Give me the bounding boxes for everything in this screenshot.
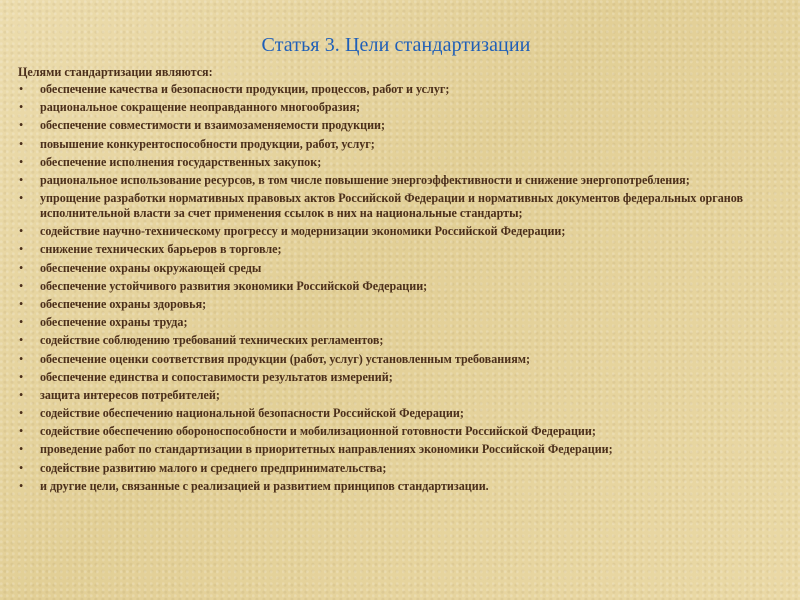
goal-item: • проведение работ по стандартизации в приоритетных направлениях экономики Российской Федерации; [18, 442, 774, 457]
goal-item: • обеспечение устойчивого развития экономики Российской Федерации; [18, 279, 774, 294]
goal-item: • обеспечение охраны труда; [18, 315, 774, 330]
goal-item: • содействие соблюдению требований технических регламентов; [18, 333, 774, 348]
goal-item: • обеспечение исполнения государственных закупок; [18, 155, 774, 170]
goal-item: • обеспечение единства и сопоставимости результатов измерений; [18, 370, 774, 385]
goal-item: • содействие развитию малого и среднего предпринимательства; [18, 461, 774, 476]
goal-item: • снижение технических барьеров в торговле; [18, 242, 774, 257]
goal-item: • обеспечение качества и безопасности продукции, процессов, работ и услуг; [18, 82, 774, 97]
goals-list [18, 82, 774, 494]
goal-item: • рациональное использование ресурсов, в том числе повышение энергоэффективности и снижение энергопотребления; [18, 173, 774, 188]
goal-item: • обеспечение охраны окружающей среды [18, 261, 774, 276]
slide-title: Статья 3. Цели стандартизации [261, 34, 531, 56]
goal-item: • защита интересов потребителей; [18, 388, 774, 403]
goal-item: • рациональное сокращение неоправданного многообразия; [18, 100, 774, 115]
goal-item: • и другие цели, связанные с реализацией и развитием принципов стандартизации. [18, 479, 774, 494]
goal-item: • содействие обеспечению обороноспособности и мобилизационной готовности Российской Федерации; [18, 424, 774, 439]
goal-item: • упрощение разработки нормативных правовых актов Российской Федерации и нормативных документов федеральных органов исполнительной власти за счет применения ссылок в них на национальные стандарты; [18, 191, 774, 221]
goal-item: • обеспечение оценки соответствия продукции (работ, услуг) установленным требованиям; [18, 352, 774, 367]
goal-item: • обеспечение совместимости и взаимозаменяемости продукции; [18, 118, 774, 133]
goal-item: • обеспечение охраны здоровья; [18, 297, 774, 312]
goal-item: • повышение конкурентоспособности продукции, работ, услуг; [18, 137, 774, 152]
goal-item: • содействие научно-техническому прогрессу и модернизации экономики Российской Федерации; [18, 224, 774, 239]
intro-text: Целями стандартизации являются: [18, 65, 213, 79]
goal-item: • содействие обеспечению национальной безопасности Российской Федерации; [18, 406, 774, 421]
